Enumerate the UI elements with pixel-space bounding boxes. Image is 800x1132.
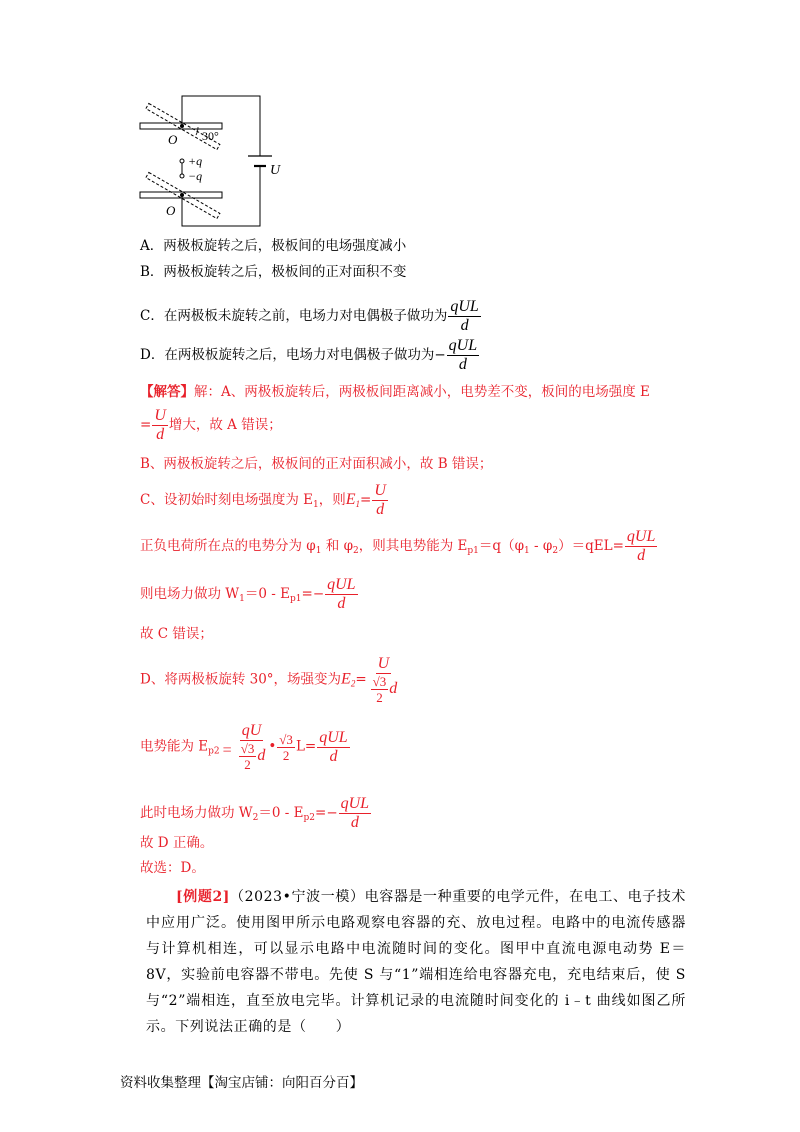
option-c-text: C．在两极板未旋转之前，电场力对电偶极子做功为 [140,308,448,324]
option-c-fraction: $\frac{\text{qUL}}{d}$ [450,298,479,334]
diagram-label-plus-q: +q [188,154,203,168]
page-footer: 资料收集整理【淘宝店铺：向阳百分百】 [120,1075,363,1091]
answer-c-end: 故 C 错误； [140,626,213,642]
option-c [140,298,482,335]
answer-energy: 电势能为 $E_{p2}$ = qU $\frac{√3}{2}$ d • $\frac{√3}{2}$ L= $\frac{\text{qUL}}{d}$ [140,722,348,772]
answer-line-2: = $\frac{U}{d}$ 增大，故 A 错误； [140,407,282,443]
answer-work-1: 则电场力做功 $W_1=0 - E_{p1}=-$ $\frac{\text{qUL}}{d}$ [140,576,356,612]
answer-d-end: 故 D 正确。 [140,835,214,851]
answer-line-1: 【解答】解：A、两极板旋转后，两极板间距离减小，电势差不变，板间的电场强度 E [140,384,650,400]
capacitor-rotation-diagram [130,90,290,230]
answer-choice: 故选：D。 [140,860,205,876]
example-2-text: （2023•宁波一模）电容器是一种重要的电学元件，在电工、电子技术中应用广泛。使用图甲所示电路观察电容器的充、放电过程。电路中的电流传感器与计算机相连，可以显示电路中电流随时间的变化。图甲中直流电源电动势 E＝8V，实验前电容器不带电。先使 S 与“1”端相连给电容器充电，充电结束后，使 S 与“2”端相连，直至放电完毕。计算机记录的电流随时间变化的 i﹣t 曲线如图乙所示。下列说法正确的是（ ） [146,889,686,1035]
answer-line-b: B、两极板旋转之后，极板间的正对面积减小，故 B 错误； [140,456,493,472]
example-2-tag: [例题2] [176,889,231,905]
answer-work-2: 此时电场力做功 $W_2=0 - E_{p2}=-$ $\frac{\text{qUL}}{d}$ [140,795,370,831]
diagram-label-o-bottom: O [166,203,176,218]
example-2 [146,884,686,1040]
answer-tag: 【解答】 [140,384,194,400]
option-d: D．在两极板旋转之后，电场力对电偶极子做功为− $\frac{\text{qUL}}{d}$ [140,337,478,373]
option-a: A．两极板旋转之后，极板间的电场强度减小 [140,238,407,254]
option-d-fraction: $\frac{\text{qUL}}{d}$ [448,337,478,373]
diagram-label-o-top: O [168,132,178,147]
diagram-label-minus-q: −q [188,169,203,183]
diagram-label-angle: 30° [202,129,219,143]
option-b: B．两极板旋转之后，极板间的正对面积不变 [140,264,407,280]
answer-line-d: D、将两极板旋转 30°，场强变为$E_2=$ U $\frac{√3}{2}$ d [140,655,398,705]
answer-line-c: C、设初始时刻电场强度为 $E_1$，则$E_1=$ $\frac{U}{d}$ [140,482,386,518]
diagram-label-u: U [270,163,281,178]
option-d-text: D．在两极板旋转之后，电场力对电偶极子做功为 [140,347,435,363]
answer-potential: 正负电荷所在点的电势分为 $\varphi_1$ 和 $\varphi_2$，则其电势能为 $E_{p1}=q(\varphi_1 - \varphi_2)=qEL=$ $\frac{\text{qUL}}{d}$ [140,528,656,564]
